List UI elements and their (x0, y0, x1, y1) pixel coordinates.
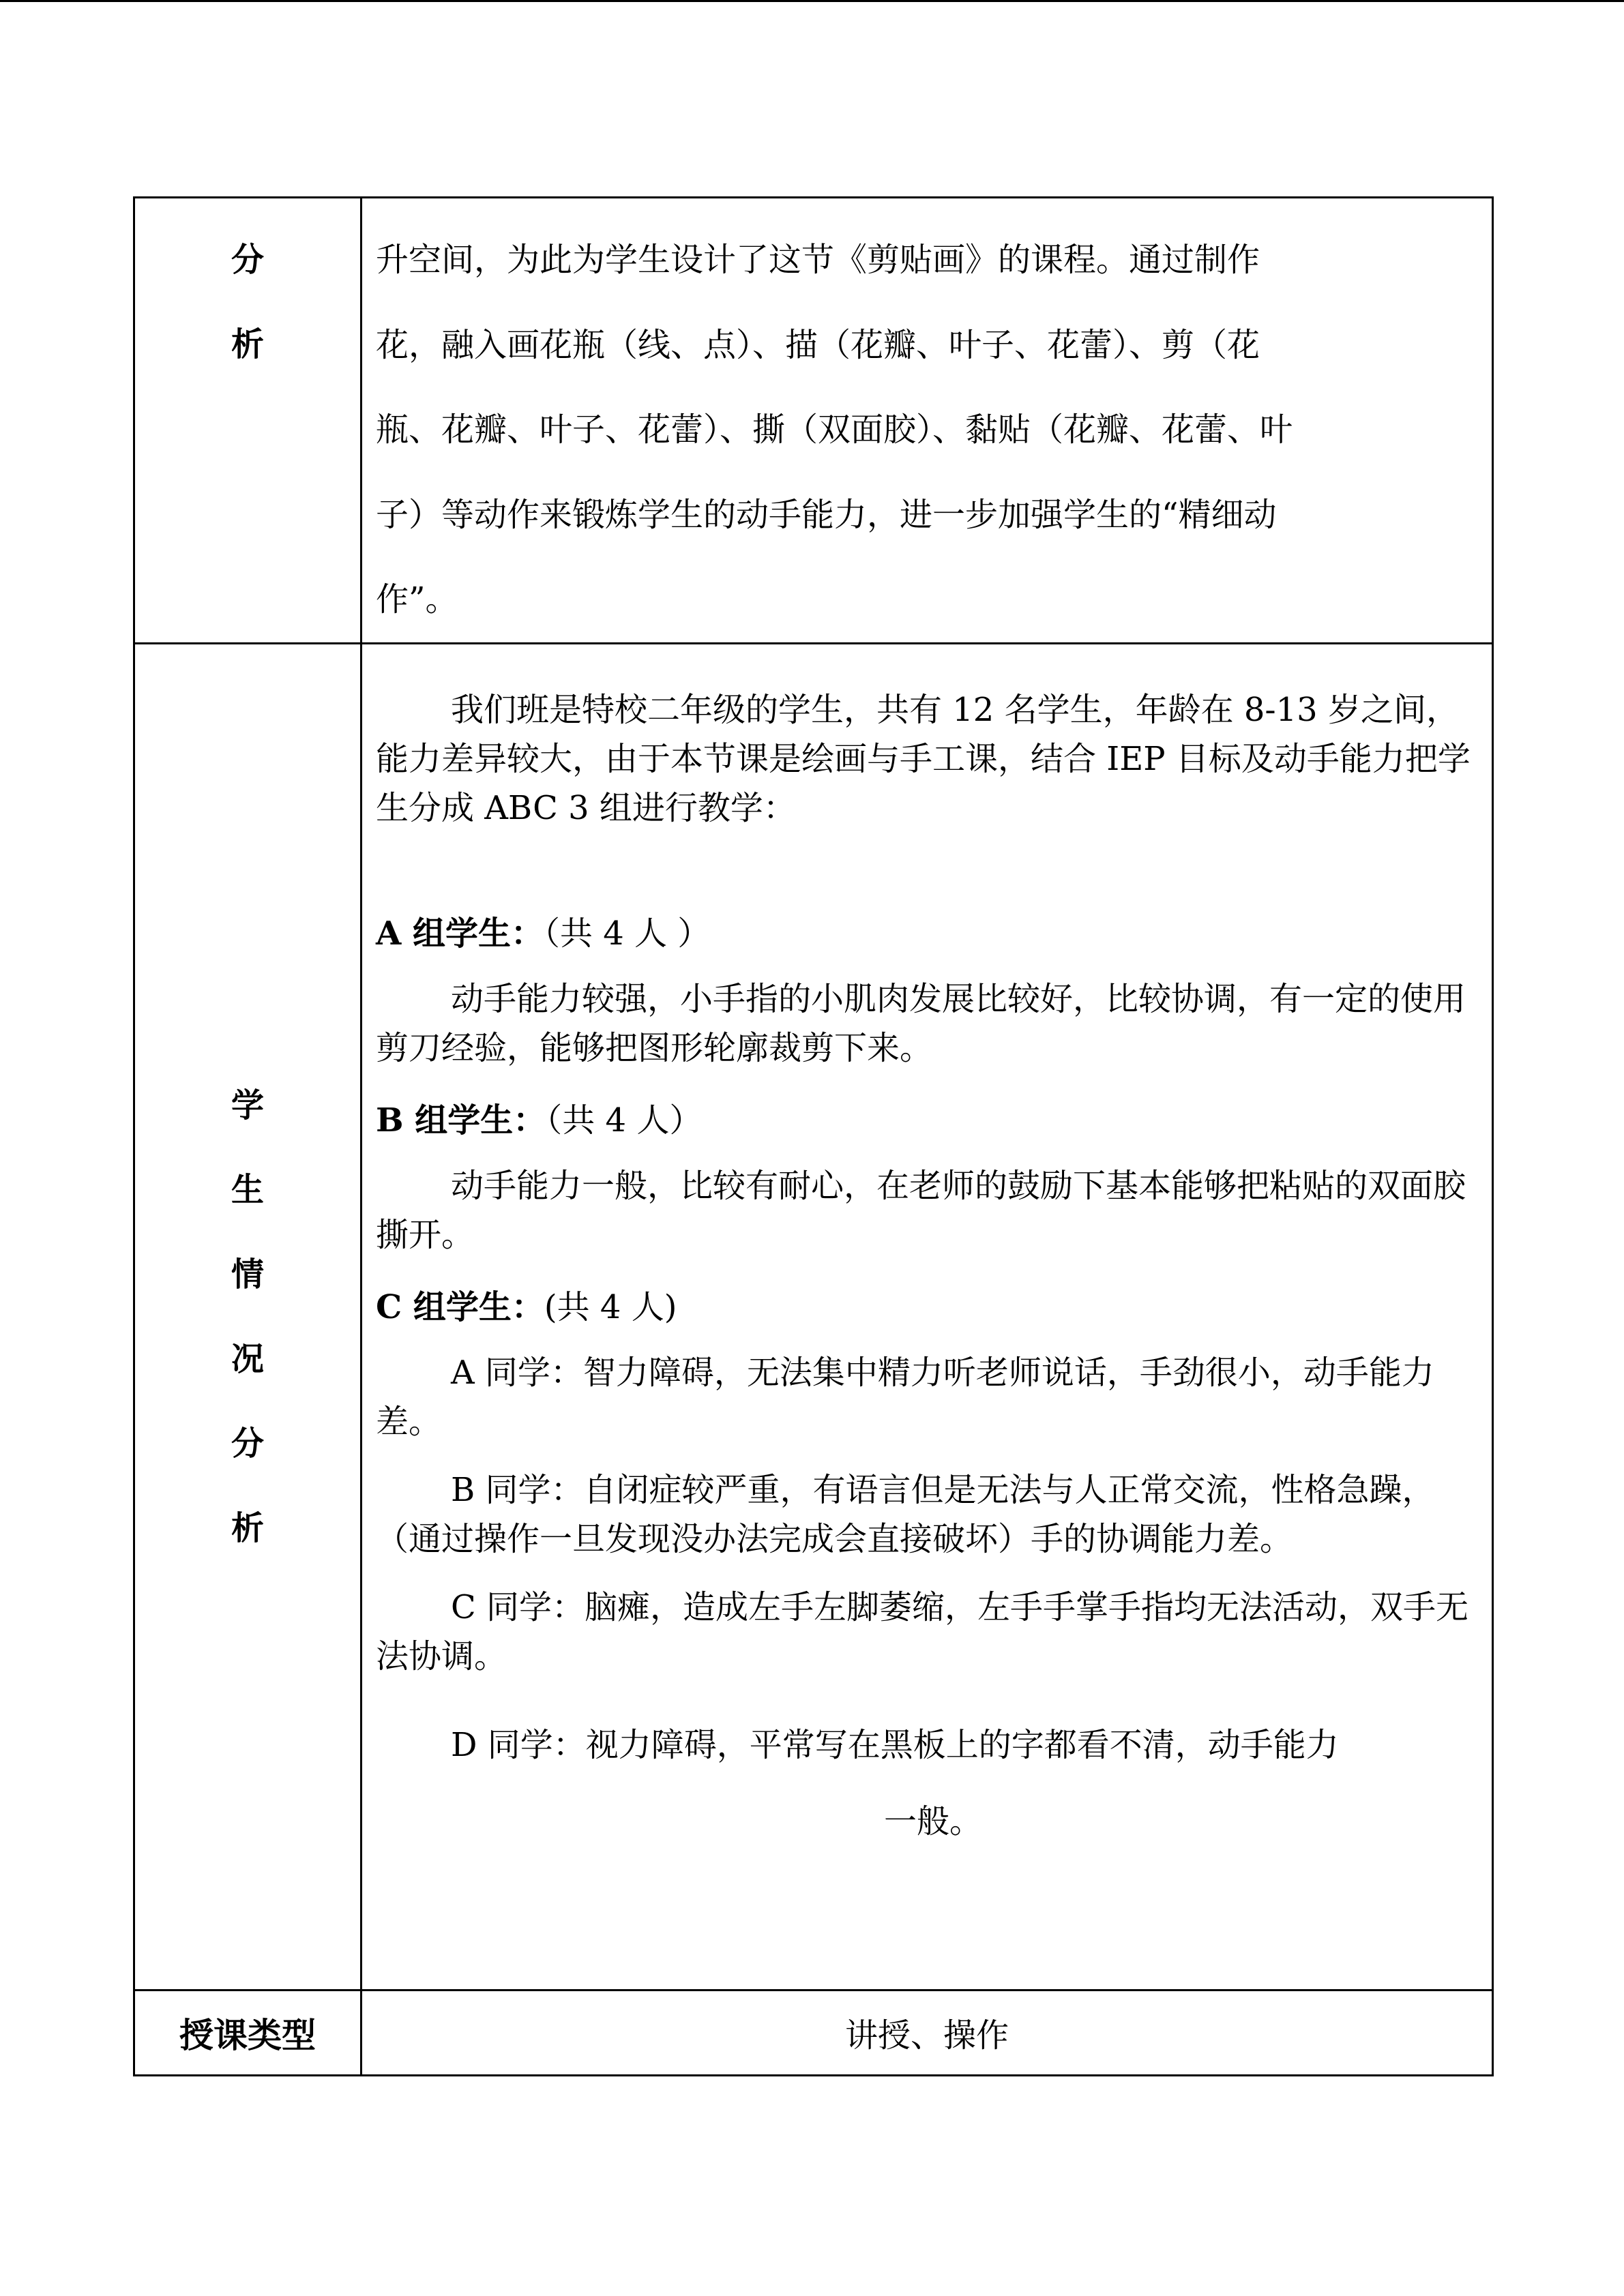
teaching-type-value: 讲授、操作 (844, 2016, 1009, 2055)
analysis-line: 花，融入画花瓶（线、点）、描（花瓣、叶子、花蕾）、剪（花 (376, 325, 1260, 364)
group-c-count: (共 4 人) (544, 1287, 677, 1326)
group-b-name: B 组学生： (376, 1101, 546, 1139)
lesson-plan-table (133, 196, 1494, 2076)
class-intro: 我们班是特校二年级的学生，共有 12 名学生，年龄在 8-13 岁之间，能力差异较大，由于本节课是绘画与手工课，结合 IEP 目标及动手能力把学生分成 ABC 3 组进行教学： (376, 690, 1471, 827)
group-b-heading (376, 1096, 1477, 1145)
row-analysis (134, 198, 1493, 644)
teaching-type-label-cell (134, 1990, 361, 2075)
student-d-description: D 同学：视力障碍，平常写在黑板上的字都看不清，动手能力 (451, 1725, 1339, 1764)
analysis-line: 作”。 (376, 580, 458, 618)
group-a-count: （共 4 人 ） (543, 914, 711, 953)
analysis-text (362, 198, 1492, 642)
student-b-description: B 同学：自闭症较严重，有语言但是无法与人正常交流，性格急躁，（通过操作一旦发现没办法完成会直接破坏）手的协调能力差。 (376, 1470, 1435, 1558)
group-a-description: 动手能力较强，小手指的小肌肉发展比较好，比较协调，有一定的使用剪刀经验，能够把图形轮廓裁剪下来。 (376, 979, 1466, 1067)
student-a-description: A 同学：智力障碍，无法集中精力听老师说话，手劲很小，动手能力差。 (376, 1353, 1434, 1441)
teaching-type-value-cell (361, 1990, 1493, 2075)
group-c-heading (376, 1283, 1477, 1332)
teaching-type-label: 授课类型 (179, 2014, 316, 2055)
student-c-description: C 同学：脑瘫，造成左手左脚萎缩，左手手掌手指均无法活动，双手无法协调。 (376, 1587, 1468, 1675)
group-c-name: C 组学生： (376, 1287, 544, 1326)
student-analysis-label: 学 生 情 况 分 析 (231, 1086, 264, 1547)
page-top-border (0, 0, 1624, 2)
analysis-line: 瓶、花瓣、叶子、花蕾）、撕（双面胶）、黏贴（花瓣、花蕾、叶 (376, 411, 1293, 449)
analysis-line: 升空间，为此为学生设计了这节《剪贴画》的课程。通过制作 (376, 241, 1260, 279)
row-student-analysis (134, 643, 1493, 1990)
analysis-label: 分 析 (231, 241, 264, 363)
group-a-heading (376, 909, 1477, 958)
group-b-count: （共 4 人） (546, 1101, 703, 1139)
analysis-content-cell (361, 198, 1493, 644)
analysis-label-cell (134, 198, 361, 644)
group-b-description: 动手能力一般，比较有耐心，在老师的鼓励下基本能够把粘贴的双面胶撕开。 (376, 1166, 1466, 1254)
student-analysis-content-cell (361, 643, 1493, 1990)
student-analysis-label-cell (134, 643, 361, 1990)
group-a-name: A 组学生： (376, 914, 544, 953)
analysis-line: 子）等动作来锻炼学生的动手能力，进一步加强学生的“精细动 (376, 495, 1277, 534)
row-teaching-type (134, 1990, 1493, 2075)
student-d-description-end: 一般。 (883, 1802, 982, 1840)
